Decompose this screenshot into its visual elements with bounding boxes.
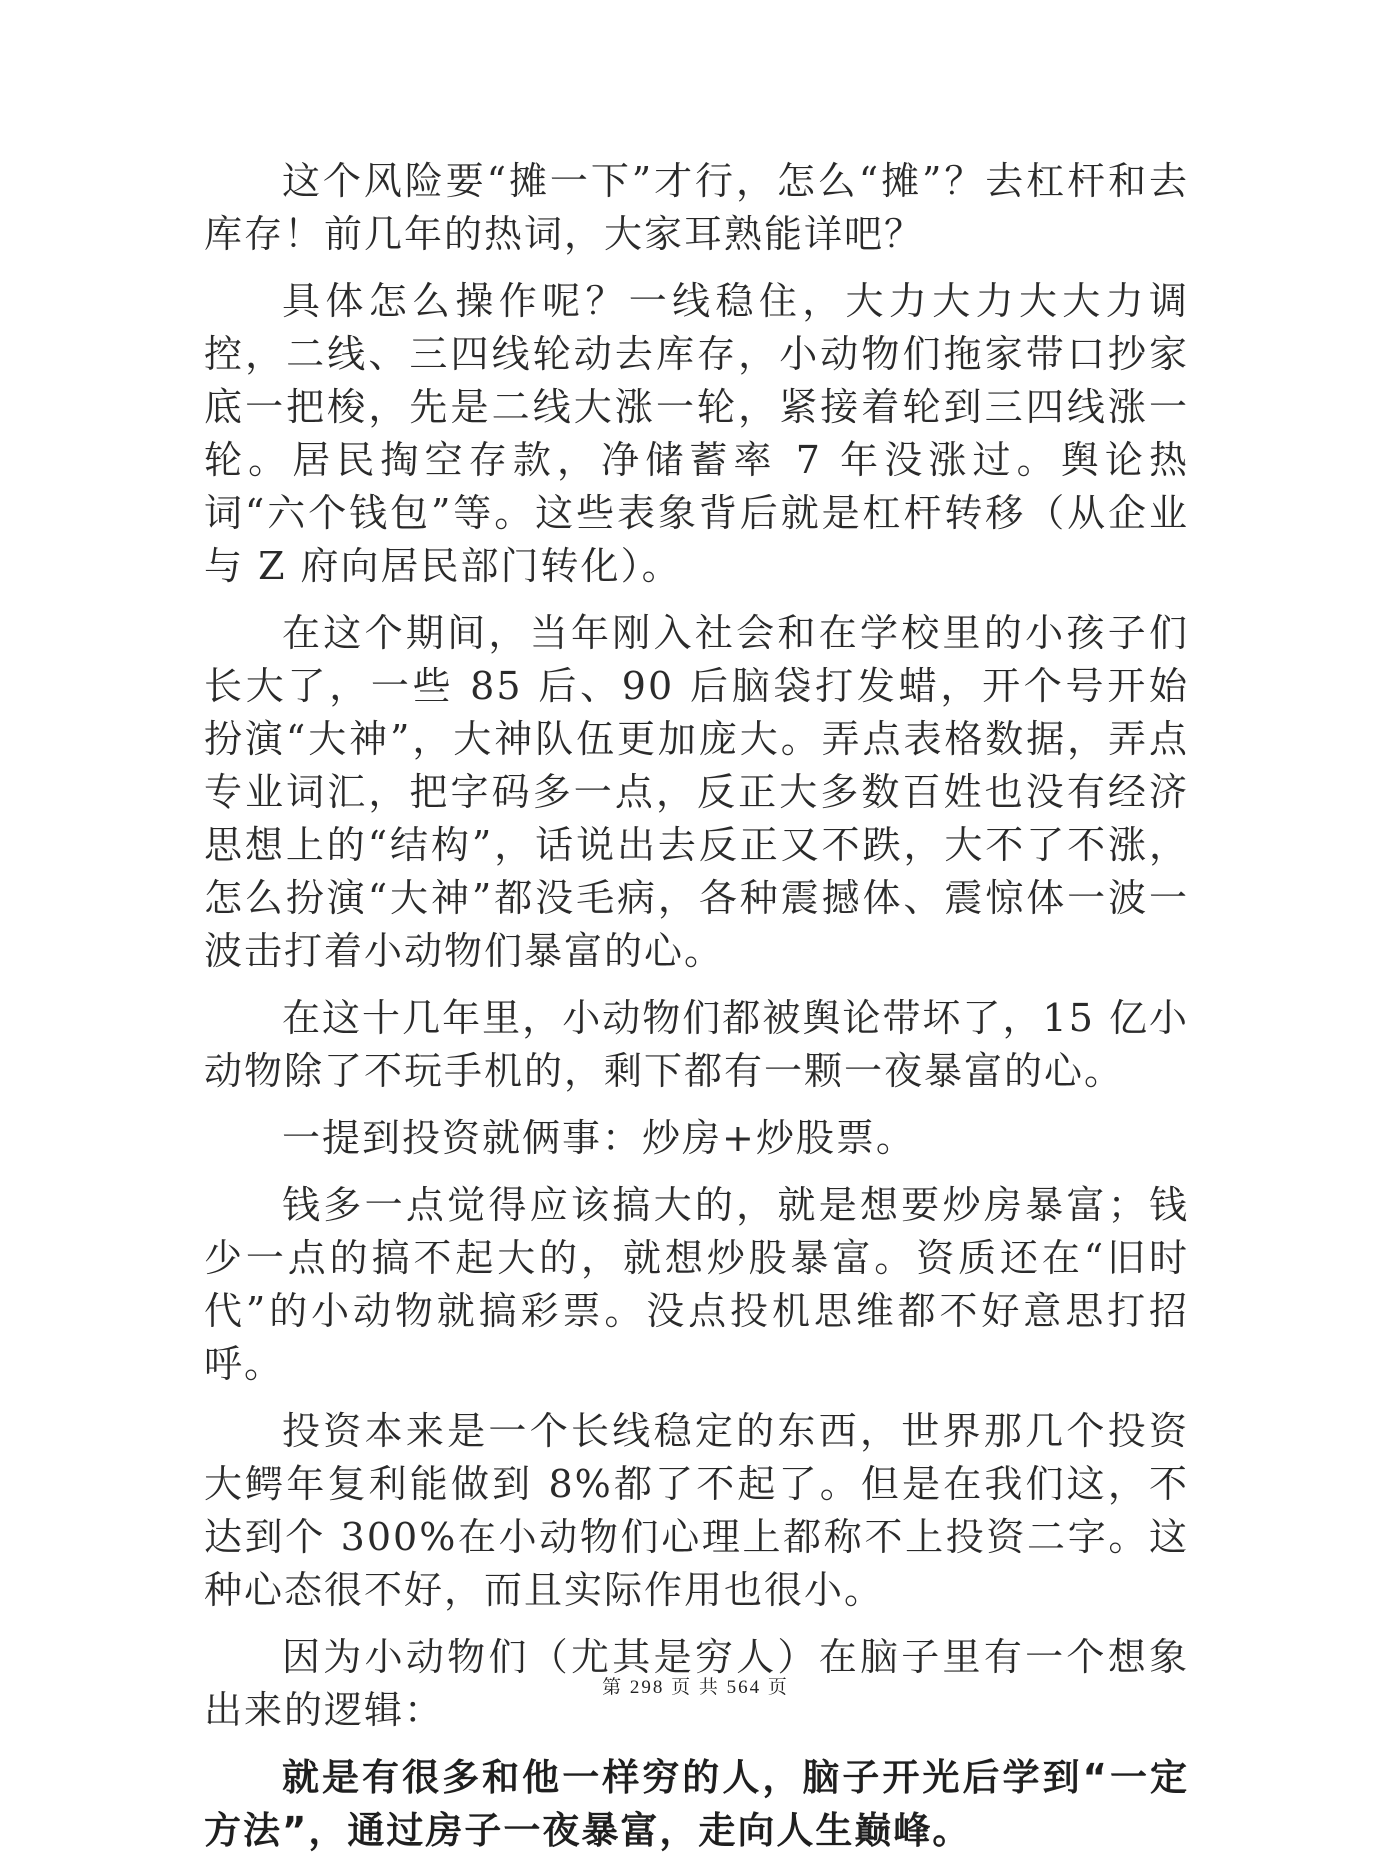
body-text	[204, 155, 1189, 1871]
paragraph: 钱多一点觉得应该搞大的，就是想要炒房暴富；钱少一点的搞不起大的，就想炒股暴富。资质还在“旧时代”的小动物就搞彩票。没点投机思维都不好意思打招呼。	[204, 1183, 1189, 1386]
paragraph: 具体怎么操作呢？一线稳住，大力大力大大力调控，二线、三四线轮动去库存，小动物们拖家带口抄家底一把梭，先是二线大涨一轮，紧接着轮到三四线涨一轮。居民掏空存款，净储蓄率 7 年没涨过。舆论热词“六个钱包”等。这些表象背后就是杠杆转移（从企业与 Z 府向居民部门转化）。	[204, 279, 1189, 588]
paragraph: 这个风险要“摊一下”才行，怎么“摊”？去杠杆和去库存！前几年的热词，大家耳熟能详吧？	[204, 159, 1189, 256]
paragraph: 一提到投资就俩事：炒房+炒股票。	[282, 1116, 916, 1160]
paragraph: 在这十几年里，小动物们都被舆论带坏了，15 亿小动物除了不玩手机的，剩下都有一颗一夜暴富的心。	[204, 996, 1189, 1093]
paragraph: 因为小动物们（尤其是穷人）在脑子里有一个想象出来的逻辑：	[204, 1635, 1189, 1732]
emphasized-paragraph: 就是有很多和他一样穷的人，脑子开光后学到“一定方法”，通过房子一夜暴富，走向人生巅峰。	[204, 1756, 1189, 1852]
page-number-footer: 第 298 页 共 564 页	[602, 1677, 789, 1698]
paragraph: 投资本来是一个长线稳定的东西，世界那几个投资大鳄年复利能做到 8%都了不起了。但是在我们这，不达到个 300%在小动物们心理上都称不上投资二字。这种心态很不好，而且实际作用也很小。	[204, 1409, 1189, 1612]
paragraph: 在这个期间，当年刚入社会和在学校里的小孩子们长大了，一些 85 后、90 后脑袋打发蜡，开个号开始扮演“大神”，大神队伍更加庞大。弄点表格数据，弄点专业词汇，把字码多一点，反正大多数百姓也没有经济思想上的“结构”，话说出去反正又不跌，大不了不涨，怎么扮演“大神”都没毛病，各种震撼体、震惊体一波一波击打着小动物们暴富的心。	[204, 611, 1189, 973]
